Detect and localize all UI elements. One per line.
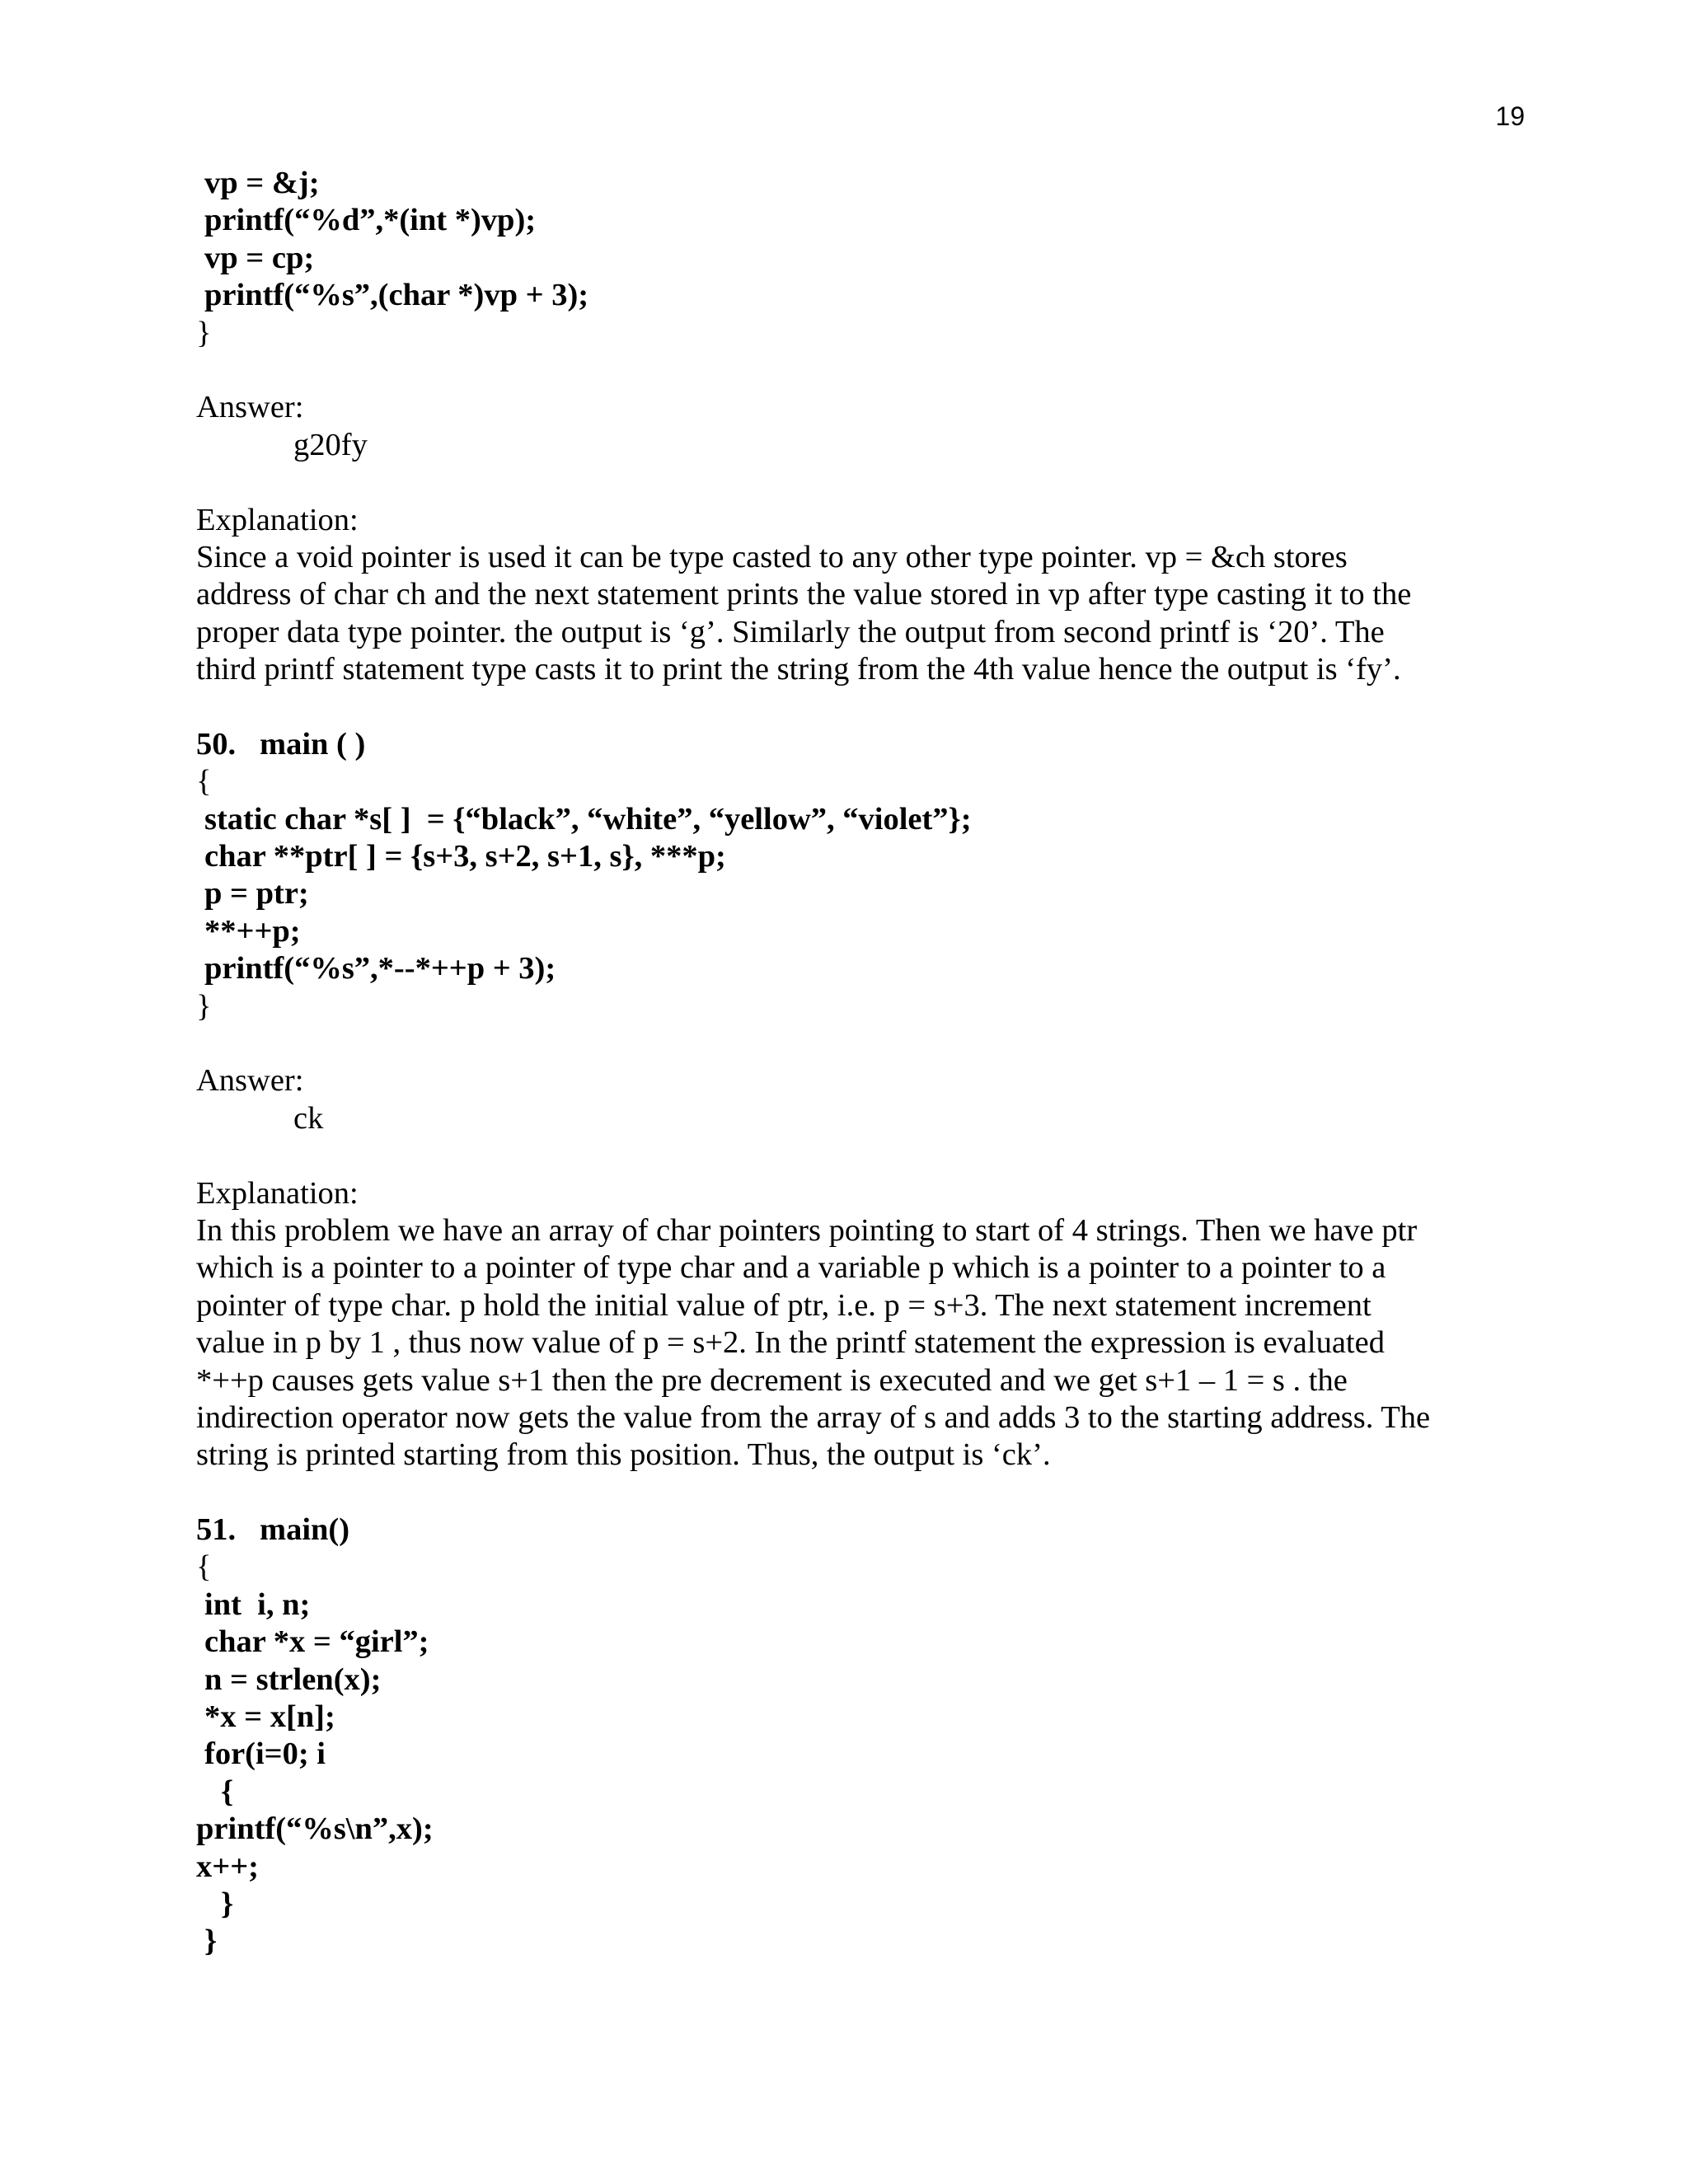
- code-line: printf(“%s”,*--*++p + 3);: [204, 951, 556, 987]
- explanation-line: *++p causes gets value s+1 then the pre decrement is executed and we get s+1 – 1 = s . the: [196, 1362, 1348, 1398]
- inner-close-brace: }: [221, 1886, 234, 1921]
- explanation-line: third printf statement type casts it to print the string from the 4th value hence the output is ‘fy’.: [196, 652, 1401, 687]
- answer-label: Answer:: [196, 1063, 304, 1099]
- code-line: x++;: [196, 1849, 259, 1884]
- explanation-line: which is a pointer to a pointer of type char and a variable p which is a pointer to a pointer to a: [196, 1250, 1386, 1286]
- page-content: [196, 165, 1498, 1961]
- answer-value: g20fy: [293, 427, 368, 462]
- code-line: static char *s[ ] = {“black”, “white”, “yellow”, “violet”};: [204, 801, 972, 837]
- question-number: 50.: [196, 726, 237, 762]
- question-heading-51: [196, 1511, 1498, 1549]
- question-function: main(): [260, 1512, 350, 1548]
- question-heading-50: [196, 726, 1498, 763]
- code-line: printf(“%s\n”,x);: [196, 1811, 434, 1847]
- code-line: char *x = “girl”;: [204, 1624, 429, 1660]
- code-block-51: [196, 1586, 1498, 1961]
- explanation-line: address of char ch and the next statement prints the value stored in vp after type casting it to the: [196, 577, 1412, 612]
- explanation-line: indirection operator now gets the value from the array of s and adds 3 to the starting address. The: [196, 1399, 1431, 1435]
- code-line: for(i=0; i: [204, 1736, 326, 1772]
- code-line: *x = x[n];: [204, 1699, 335, 1735]
- explanation-line: value in p by 1 , thus now value of p = s+2. In the printf statement the expression is evaluated: [196, 1325, 1385, 1361]
- open-brace: {: [196, 764, 212, 799]
- close-brace: }: [196, 988, 212, 1024]
- page-number: 19: [1495, 101, 1525, 131]
- explanation-line: pointer of type char. p hold the initial value of ptr, i.e. p = s+3. The next statement increment: [196, 1287, 1372, 1323]
- open-brace: {: [196, 1549, 212, 1585]
- explanation-line: Since a void pointer is used it can be type casted to any other type pointer. vp = &ch stores: [196, 539, 1348, 574]
- code-line: printf(“%d”,*(int *)vp);: [204, 203, 537, 238]
- explanation-line: string is printed starting from this position. Thus, the output is ‘ck’.: [196, 1437, 1051, 1473]
- answer-label: Answer:: [196, 390, 304, 425]
- explanation-paragraph: [196, 1212, 1498, 1474]
- code-line: vp = &j;: [204, 166, 320, 200]
- code-line: printf(“%s”,(char *)vp + 3);: [204, 278, 589, 313]
- explanation-paragraph: [196, 539, 1498, 689]
- answer-value: ck: [293, 1100, 324, 1136]
- code-line: vp = cp;: [204, 240, 315, 275]
- explanation-line: In this problem we have an array of char pointers pointing to start of 4 strings. Then we have ptr: [196, 1212, 1418, 1248]
- code-line: p = ptr;: [204, 876, 309, 912]
- explanation-label: Explanation:: [196, 502, 359, 537]
- code-line: char **ptr[ ] = {s+3, s+2, s+1, s}, ***p;: [204, 839, 726, 874]
- close-brace: }: [204, 1924, 218, 1959]
- inner-open-brace: {: [221, 1774, 234, 1809]
- code-block-49-tail: [196, 165, 1498, 352]
- explanation-label: Explanation:: [196, 1175, 359, 1211]
- question-function: main ( ): [260, 726, 366, 762]
- explanation-line: proper data type pointer. the output is ‘g’. Similarly the output from second printf is ‘20’. The: [196, 614, 1385, 649]
- close-brace: }: [196, 315, 212, 350]
- code-line: int i, n;: [204, 1586, 311, 1622]
- code-line: n = strlen(x);: [204, 1661, 382, 1697]
- code-line: **++p;: [204, 913, 301, 949]
- code-block-50: [196, 801, 1498, 988]
- question-number: 51.: [196, 1512, 237, 1548]
